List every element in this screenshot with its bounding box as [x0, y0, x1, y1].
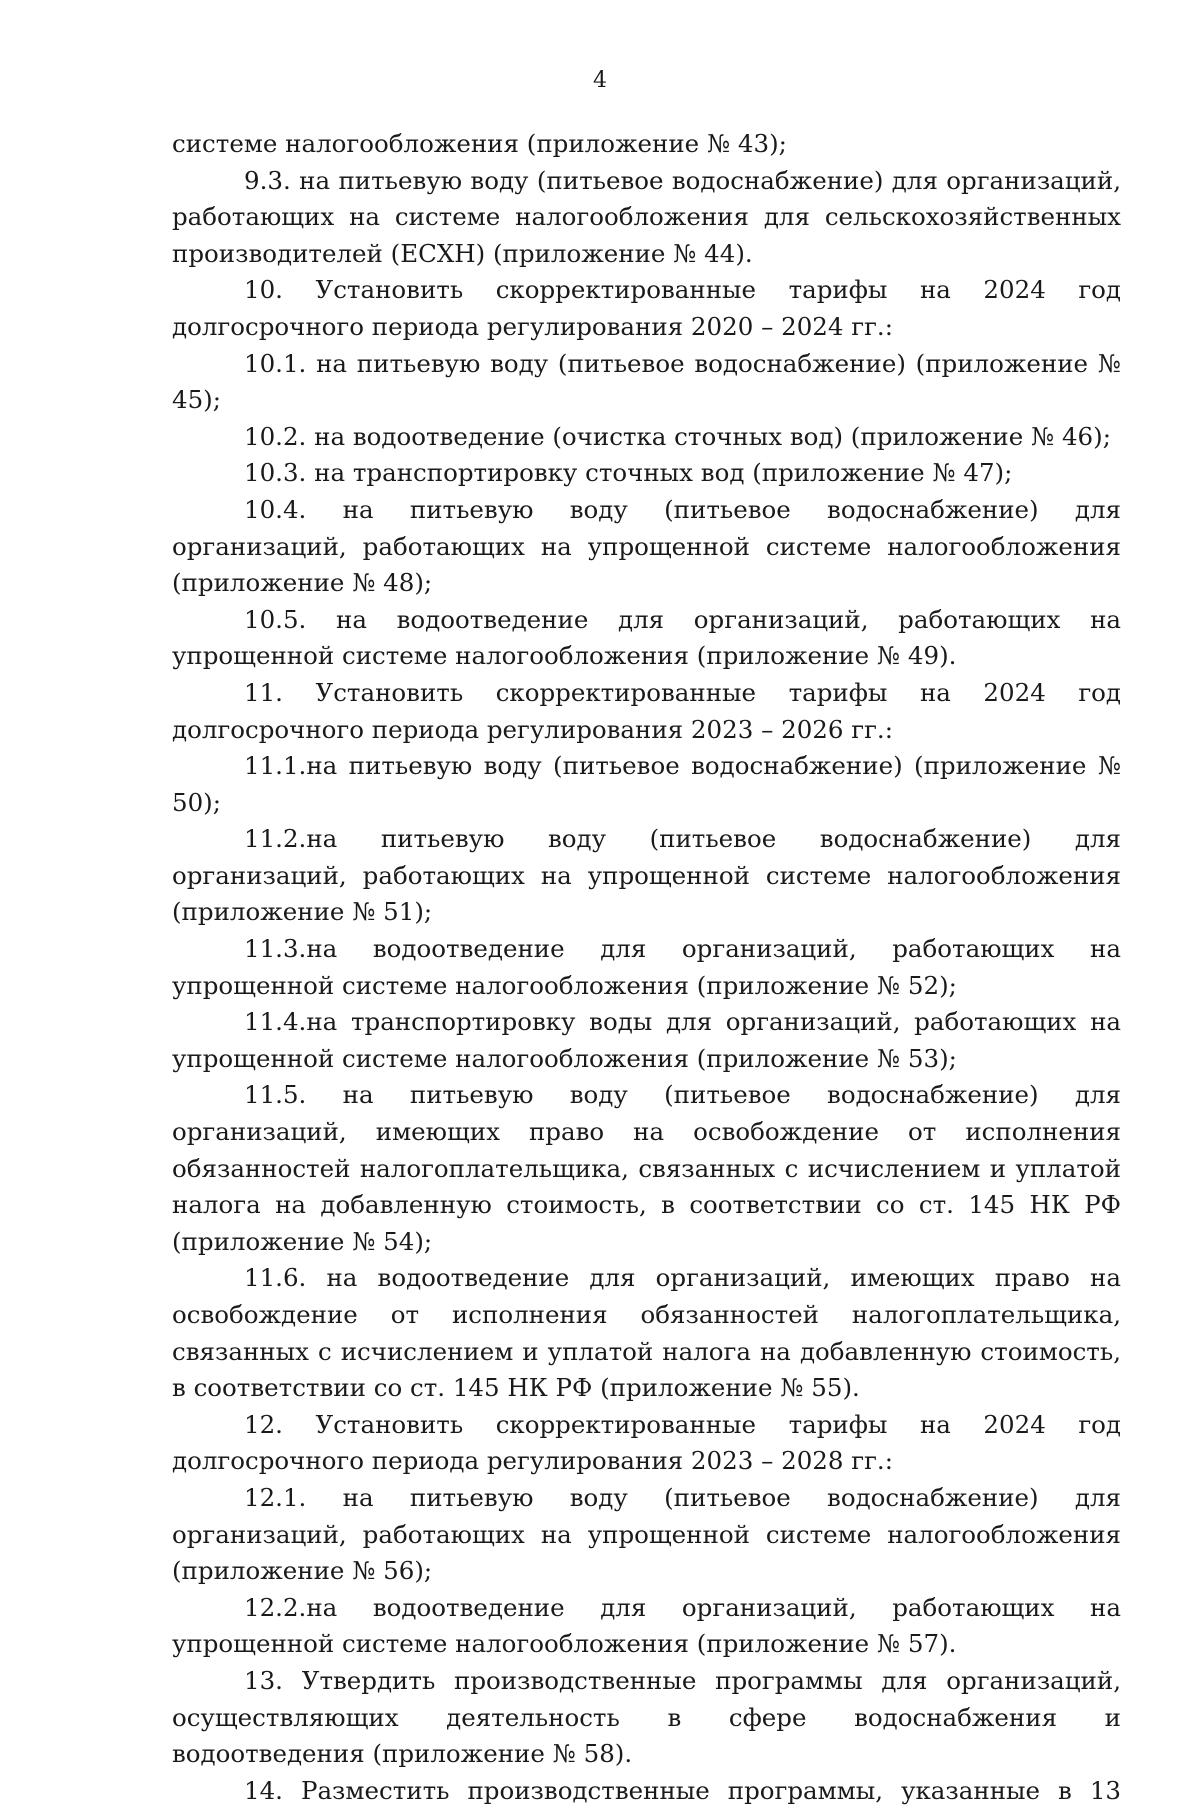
paragraph-10-2: 10.2. на водоотведение (очистка сточных вод) (приложение № 46); — [244, 421, 1111, 451]
paragraph-12-2: 12.2.на водоотведение для организаций, работающих на упрощенной системе налогообложения (приложение № 57). — [172, 1592, 1121, 1659]
paragraph-11-2: 11.2.на питьевую воду (питьевое водоснабжение) для организаций, работающих на упрощенной системе налогообложения (приложение № 51); — [172, 824, 1121, 927]
page-number: 4 — [593, 68, 607, 93]
paragraph-11-1: 11.1.на питьевую воду (питьевое водоснабжение) (приложение № 50); — [172, 751, 1121, 817]
paragraph-12-1: 12.1. на питьевую воду (питьевое водоснабжение) для организаций, работающих на упрощенной системе налогообложения (приложение № 56); — [172, 1482, 1121, 1586]
paragraph-13: 13. Утвердить производственные программы для организаций, осуществляющих деятельность в сфере водоснабжения и водоотведения (приложение № 58). — [172, 1665, 1121, 1769]
document-body — [172, 126, 1121, 1809]
paragraph-11-6: 11.6. на водоотведение для организаций, имеющих право на освобождение от исполнения обязанностей налогоплательщика, связанных с исчислением и уплатой налога на добавленную стоимость, в соответствии со ст. 145 НК РФ (приложение № 55). — [172, 1263, 1121, 1403]
paragraph-9-3: 9.3. на питьевую воду (питьевое водоснабжение) для организаций, работающих на системе налогообложения для сельскохозяйственных производителей (ЕСХН) (приложение № 44). — [172, 165, 1121, 268]
paragraph-11-4: 11.4.на транспортировку воды для организаций, работающих на упрощенной системе налогообложения (приложение № 53); — [172, 1007, 1121, 1073]
paragraph-11-5: 11.5. на питьевую воду (питьевое водоснабжение) для организаций, имеющих право на освобождение от исполнения обязанностей налогоплательщика, связанных с исчислением и уплатой налога на добавленную стоимость, в соответствии со ст. 145 НК РФ (приложение № 54); — [172, 1080, 1121, 1256]
paragraph-12: 12. Установить скорректированные тарифы на 2024 год долгосрочного периода регулирования 2023 – 2028 гг.: — [172, 1409, 1121, 1476]
paragraph-10: 10. Установить скорректированные тарифы на 2024 год долгосрочного периода регулирования 2020 – 2024 гг.: — [172, 275, 1121, 341]
paragraph-14: 14. Разместить производственные программы, указанные в 13 — [244, 1775, 1121, 1805]
paragraph-10-5: 10.5. на водоотведение для организаций, работающих на упрощенной системе налогообложения (приложение № 49). — [172, 604, 1121, 671]
paragraph-continuation: системе налогообложения (приложение № 43); — [172, 129, 787, 158]
paragraph-11: 11. Установить скорректированные тарифы на 2024 год долгосрочного периода регулирования 2023 – 2026 гг.: — [172, 677, 1121, 744]
paragraph-10-3: 10.3. на транспортировку сточных вод (приложение № 47); — [244, 458, 1013, 488]
paragraph-10-1: 10.1. на питьевую воду (питьевое водоснабжение) (приложение № 45); — [172, 348, 1121, 415]
paragraph-11-3: 11.3.на водоотведение для организаций, работающих на упрощенной системе налогообложения (приложение № 52); — [172, 934, 1121, 1000]
paragraph-10-4: 10.4. на питьевую воду (питьевое водоснабжение) для организаций, работающих на упрощенной системе налогообложения (приложение № 48); — [172, 494, 1121, 598]
